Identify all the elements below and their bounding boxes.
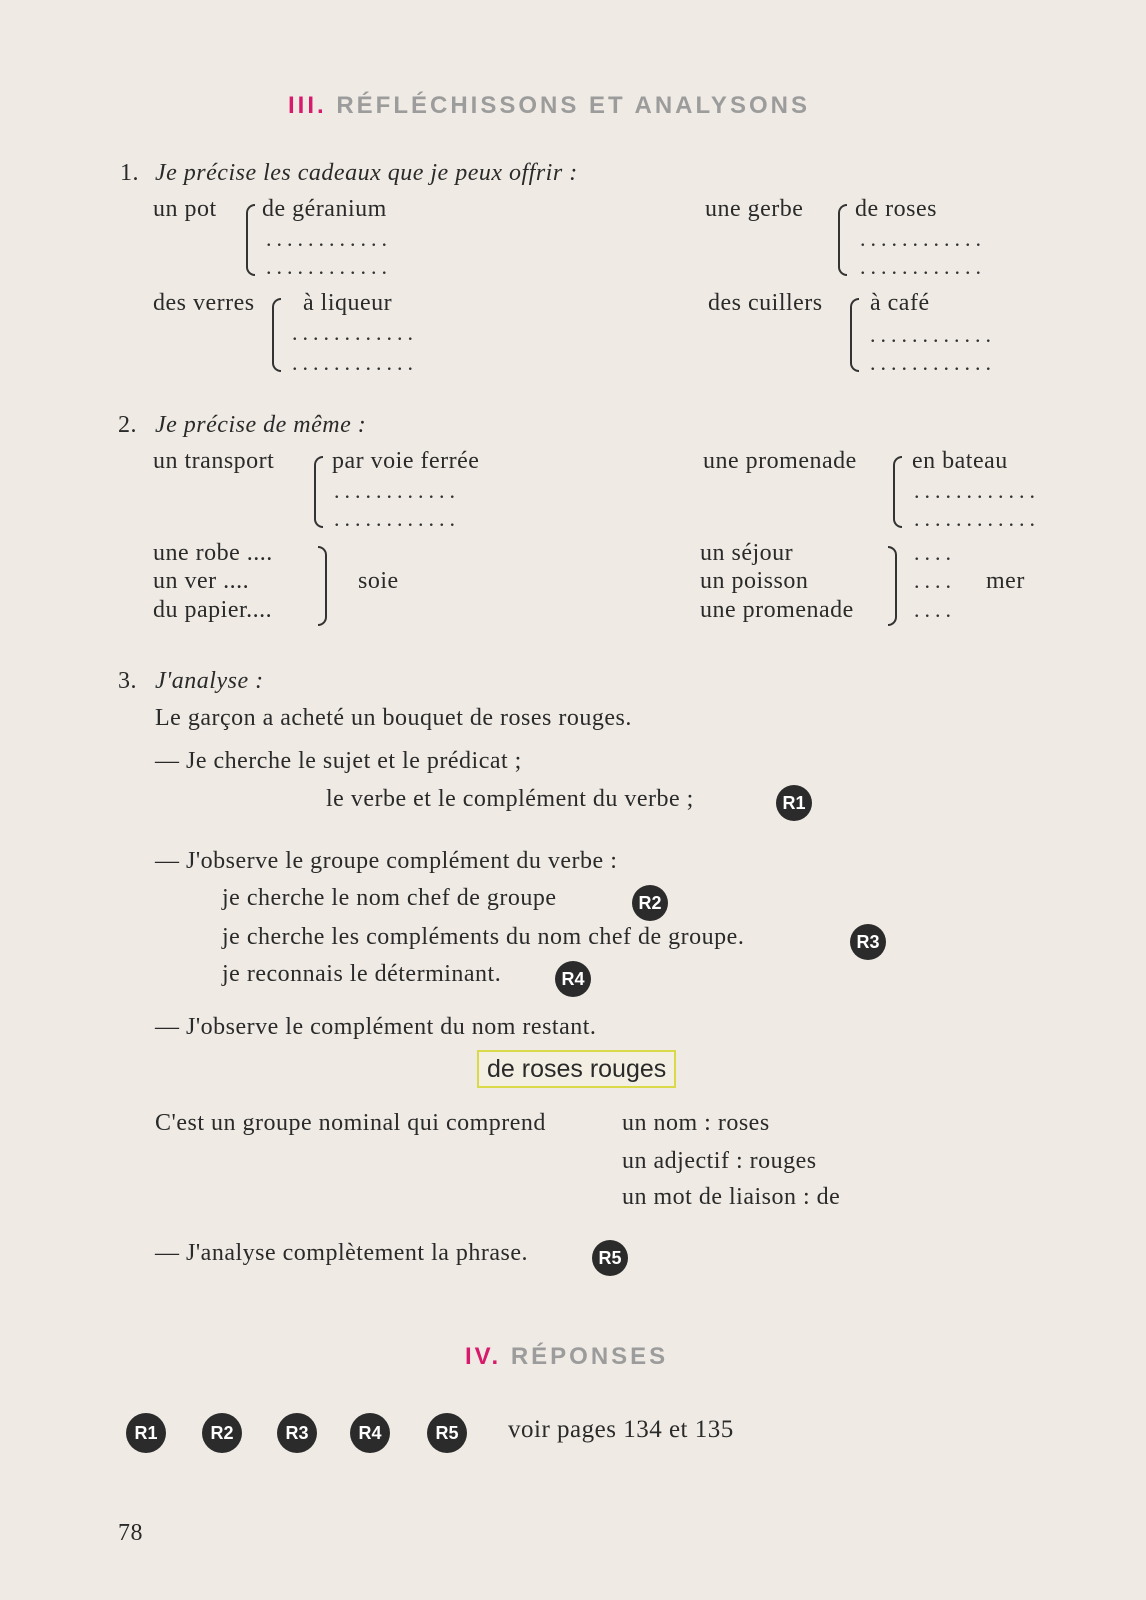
section-title: RÉFLÉCHISSONS ET ANALYSONS [336, 92, 810, 119]
group-item-adjective: un adjectif : rouges [622, 1148, 817, 1174]
blank-line: ............ [292, 350, 418, 375]
blank-line: ............ [860, 254, 986, 279]
blank-line: ............ [914, 506, 1040, 531]
blank-line: ............ [334, 478, 460, 503]
complement-voie-ferree: par voie ferrée [332, 448, 480, 474]
answer-badge-r4: R4 [350, 1413, 390, 1453]
complement-liqueur: à liqueur [303, 290, 393, 316]
brace [893, 456, 902, 528]
exercise-3-instruction: J'analyse : [155, 668, 264, 694]
noun-cuillers: des cuillers [708, 290, 823, 316]
step-observe-remaining: — J'observe le complément du nom restant. [155, 1014, 597, 1040]
complement-roses: de roses [855, 196, 937, 222]
section-number: IV. [465, 1343, 502, 1370]
highlighted-group: de roses rouges [477, 1050, 676, 1088]
brace [314, 456, 323, 528]
answer-badge-r2: R2 [632, 885, 668, 921]
answer-badge-r5: R5 [427, 1413, 467, 1453]
list-item: une robe .... [153, 540, 273, 566]
answer-badge-r1: R1 [126, 1413, 166, 1453]
blank-line: .... [914, 568, 956, 593]
complement-cafe: à café [870, 290, 930, 316]
answer-badge-r2: R2 [202, 1413, 242, 1453]
section-title: RÉPONSES [510, 1343, 669, 1370]
shared-word-mer: mer [986, 568, 1025, 594]
brace [272, 298, 281, 372]
noun-transport: un transport [153, 448, 275, 474]
exercise-1-instruction: Je précise les cadeaux que je peux offrir : [155, 160, 578, 186]
answer-badge-r1: R1 [776, 785, 812, 821]
blank-line: .... [914, 540, 956, 565]
page-number: 78 [118, 1520, 143, 1546]
section-heading-3 [288, 92, 810, 120]
example-sentence: Le garçon a acheté un bouquet de roses rouges. [155, 705, 632, 731]
noun-pot: un pot [153, 196, 217, 222]
closing-brace [888, 546, 897, 626]
step-find-noun-complements: je cherche les compléments du nom chef de groupe. [222, 924, 745, 950]
step-observe-group: — J'observe le groupe complément du verbe : [155, 848, 618, 874]
step-find-head-noun: je cherche le nom chef de groupe [222, 885, 557, 911]
answer-badge-r5: R5 [592, 1240, 628, 1276]
list-item: un séjour [700, 540, 794, 566]
list-item: un ver .... [153, 568, 250, 594]
exercise-2-number: 2. [118, 412, 137, 438]
answer-badge-r3: R3 [277, 1413, 317, 1453]
blank-line: ............ [860, 226, 986, 251]
answer-badge-r3: R3 [850, 924, 886, 960]
brace [838, 204, 847, 276]
section-number: III. [288, 92, 327, 119]
exercise-2-instruction: Je précise de même : [155, 412, 367, 438]
answer-badge-r4: R4 [555, 961, 591, 997]
group-description: C'est un groupe nominal qui comprend [155, 1110, 546, 1136]
list-item: une promenade [700, 597, 854, 623]
brace [850, 298, 859, 372]
step-verb-complement: le verbe et le complément du verbe ; [326, 786, 694, 812]
blank-line: .... [914, 597, 956, 622]
section-heading-4 [465, 1343, 668, 1371]
blank-line: ............ [266, 254, 392, 279]
noun-gerbe: une gerbe [705, 196, 804, 222]
shared-word-soie: soie [358, 568, 399, 594]
answers-reference: voir pages 134 et 135 [508, 1416, 734, 1443]
complement-geranium: de géranium [262, 196, 387, 222]
blank-line: ............ [870, 350, 996, 375]
exercise-3-number: 3. [118, 668, 137, 694]
blank-line: ............ [292, 320, 418, 345]
step-recognize-determiner: je reconnais le déterminant. [222, 961, 502, 987]
step-subject-predicate: — Je cherche le sujet et le prédicat ; [155, 748, 522, 774]
noun-verres: des verres [153, 290, 255, 316]
group-item-liaison: un mot de liaison : de [622, 1184, 841, 1210]
list-item: du papier.... [153, 597, 273, 623]
brace [246, 204, 255, 276]
blank-line: ............ [266, 226, 392, 251]
group-item-noun: un nom : roses [622, 1110, 770, 1136]
list-item: un poisson [700, 568, 809, 594]
complement-bateau: en bateau [912, 448, 1008, 474]
blank-line: ............ [334, 506, 460, 531]
closing-brace [318, 546, 327, 626]
blank-line: ............ [914, 478, 1040, 503]
noun-promenade: une promenade [703, 448, 857, 474]
step-full-analysis: — J'analyse complètement la phrase. [155, 1240, 529, 1266]
blank-line: ............ [870, 322, 996, 347]
exercise-1-number: 1. [120, 160, 139, 186]
